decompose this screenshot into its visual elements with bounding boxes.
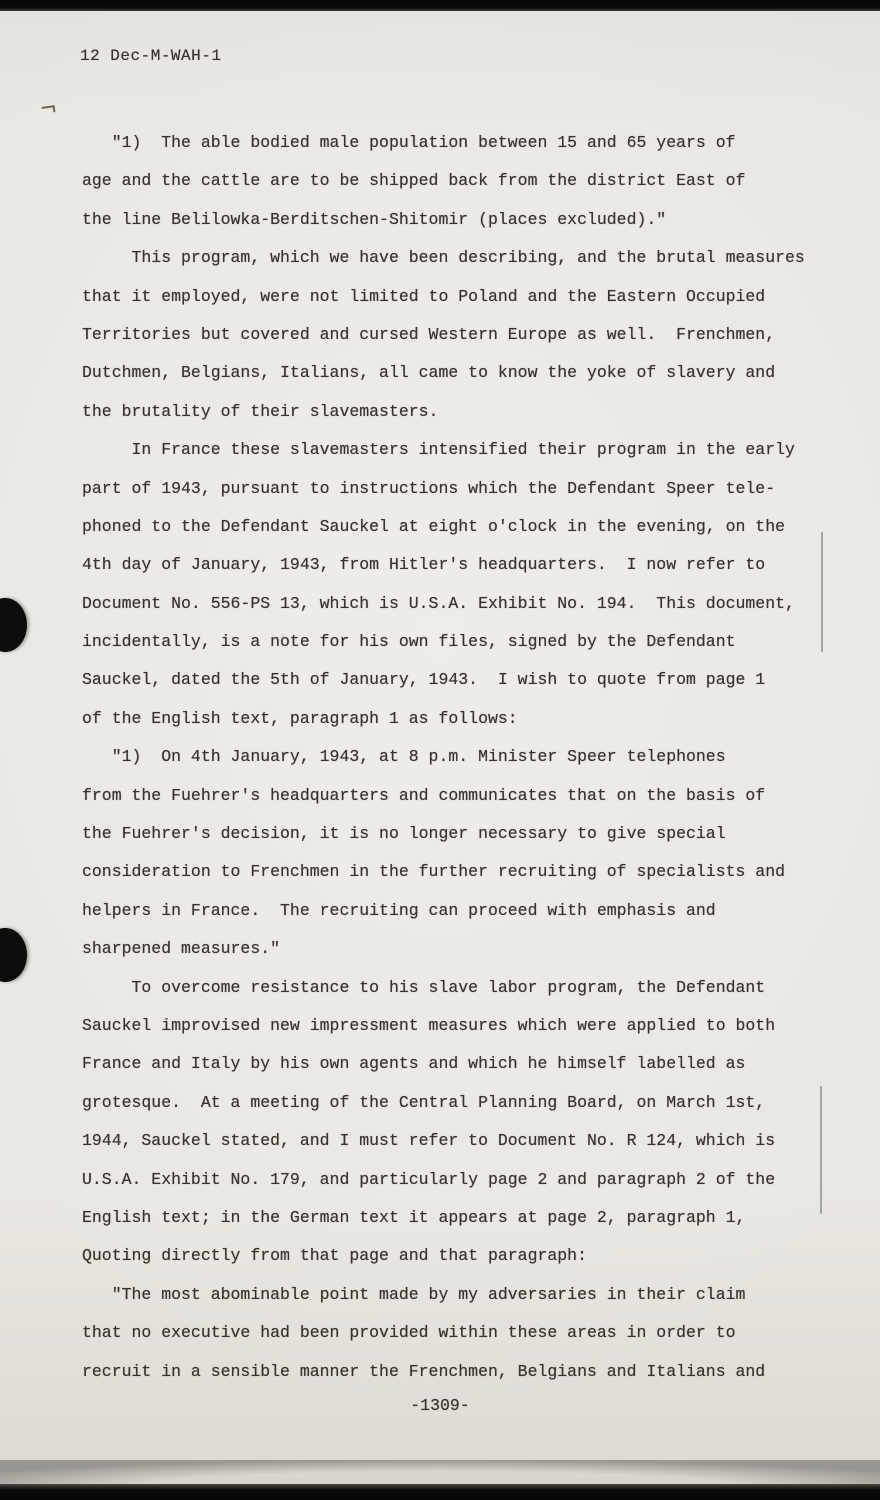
text-line: of the English text, paragraph 1 as follows: <box>82 708 518 728</box>
scan-shadow-bottom <box>0 1460 880 1486</box>
text-line: Territories but covered and cursed Western Europe as well. Frenchmen, <box>82 324 776 344</box>
text-line: the brutality of their slavemasters. <box>82 401 439 421</box>
text-line: helpers in France. The recruiting can proceed with emphasis and <box>82 900 716 920</box>
text-line: To overcome resistance to his slave labor program, the Defendant <box>82 977 766 997</box>
document-header: 12 Dec-M-WAH-1 <box>80 47 222 65</box>
text-line: phoned to the Defendant Sauckel at eight o'clock in the evening, on the <box>82 516 786 536</box>
text-line: Quoting directly from that page and that paragraph: <box>82 1246 587 1266</box>
text-line: "1) On 4th January, 1943, at 8 p.m. Minister Speer telephones <box>82 747 726 767</box>
pen-mark <box>42 105 56 114</box>
text-line: France and Italy by his own agents and which he himself labelled as <box>82 1054 746 1074</box>
text-line: consideration to Frenchmen in the further recruiting of specialists and <box>82 862 786 882</box>
text-line: age and the cattle are to be shipped back from the district East of <box>82 171 746 191</box>
text-line: sharpened measures." <box>82 939 281 959</box>
text-line: "The most abominable point made by my adversaries in their claim <box>82 1284 746 1304</box>
page-number: -1309- <box>410 1396 470 1415</box>
document-body <box>82 124 842 1391</box>
text-line: recruit in a sensible manner the Frenchmen, Belgians and Italians and <box>82 1361 766 1381</box>
scan-edge-top <box>0 0 880 11</box>
text-line: English text; in the German text it appears at page 2, paragraph 1, <box>82 1207 746 1227</box>
text-line: the line Belilowka-Berditschen-Shitomir (places excluded)." <box>82 209 667 229</box>
text-line: Sauckel, dated the 5th of January, 1943. I wish to quote from page 1 <box>82 670 766 690</box>
text-line: "1) The able bodied male population between 15 and 65 years of <box>82 133 736 152</box>
text-line: 4th day of January, 1943, from Hitler's headquarters. I now refer to <box>82 555 766 575</box>
margin-pencil-line-1 <box>821 532 823 652</box>
text-line: part of 1943, pursuant to instructions which the Defendant Speer tele- <box>82 478 776 498</box>
text-line: U.S.A. Exhibit No. 179, and particularly page 2 and paragraph 2 of the <box>82 1169 776 1189</box>
text-line: Sauckel improvised new impressment measures which were applied to both <box>82 1015 776 1035</box>
text-line: from the Fuehrer's headquarters and communicates that on the basis of <box>82 785 766 805</box>
hole-punch-top <box>0 598 27 652</box>
text-line: 1944, Sauckel stated, and I must refer to Document No. R 124, which is <box>82 1131 776 1151</box>
scan-edge-bottom <box>0 1484 880 1500</box>
text-line: Dutchmen, Belgians, Italians, all came to know the yoke of slavery and <box>82 363 776 383</box>
text-line: In France these slavemasters intensified their program in the early <box>82 440 795 460</box>
text-line: that no executive had been provided within these areas in order to <box>82 1323 736 1343</box>
text-line: incidentally, is a note for his own files, signed by the Defendant <box>82 632 736 652</box>
text-line: that it employed, were not limited to Poland and the Eastern Occupied <box>82 286 766 306</box>
text-line: This program, which we have been describing, and the brutal measures <box>82 248 805 268</box>
text-line: grotesque. At a meeting of the Central Planning Board, on March 1st, <box>82 1092 766 1112</box>
margin-pencil-line-2 <box>820 1086 822 1214</box>
hole-punch-bottom <box>0 928 27 982</box>
text-line: the Fuehrer's decision, it is no longer necessary to give special <box>82 824 726 844</box>
text-line: Document No. 556-PS 13, which is U.S.A. Exhibit No. 194. This document, <box>82 593 795 613</box>
